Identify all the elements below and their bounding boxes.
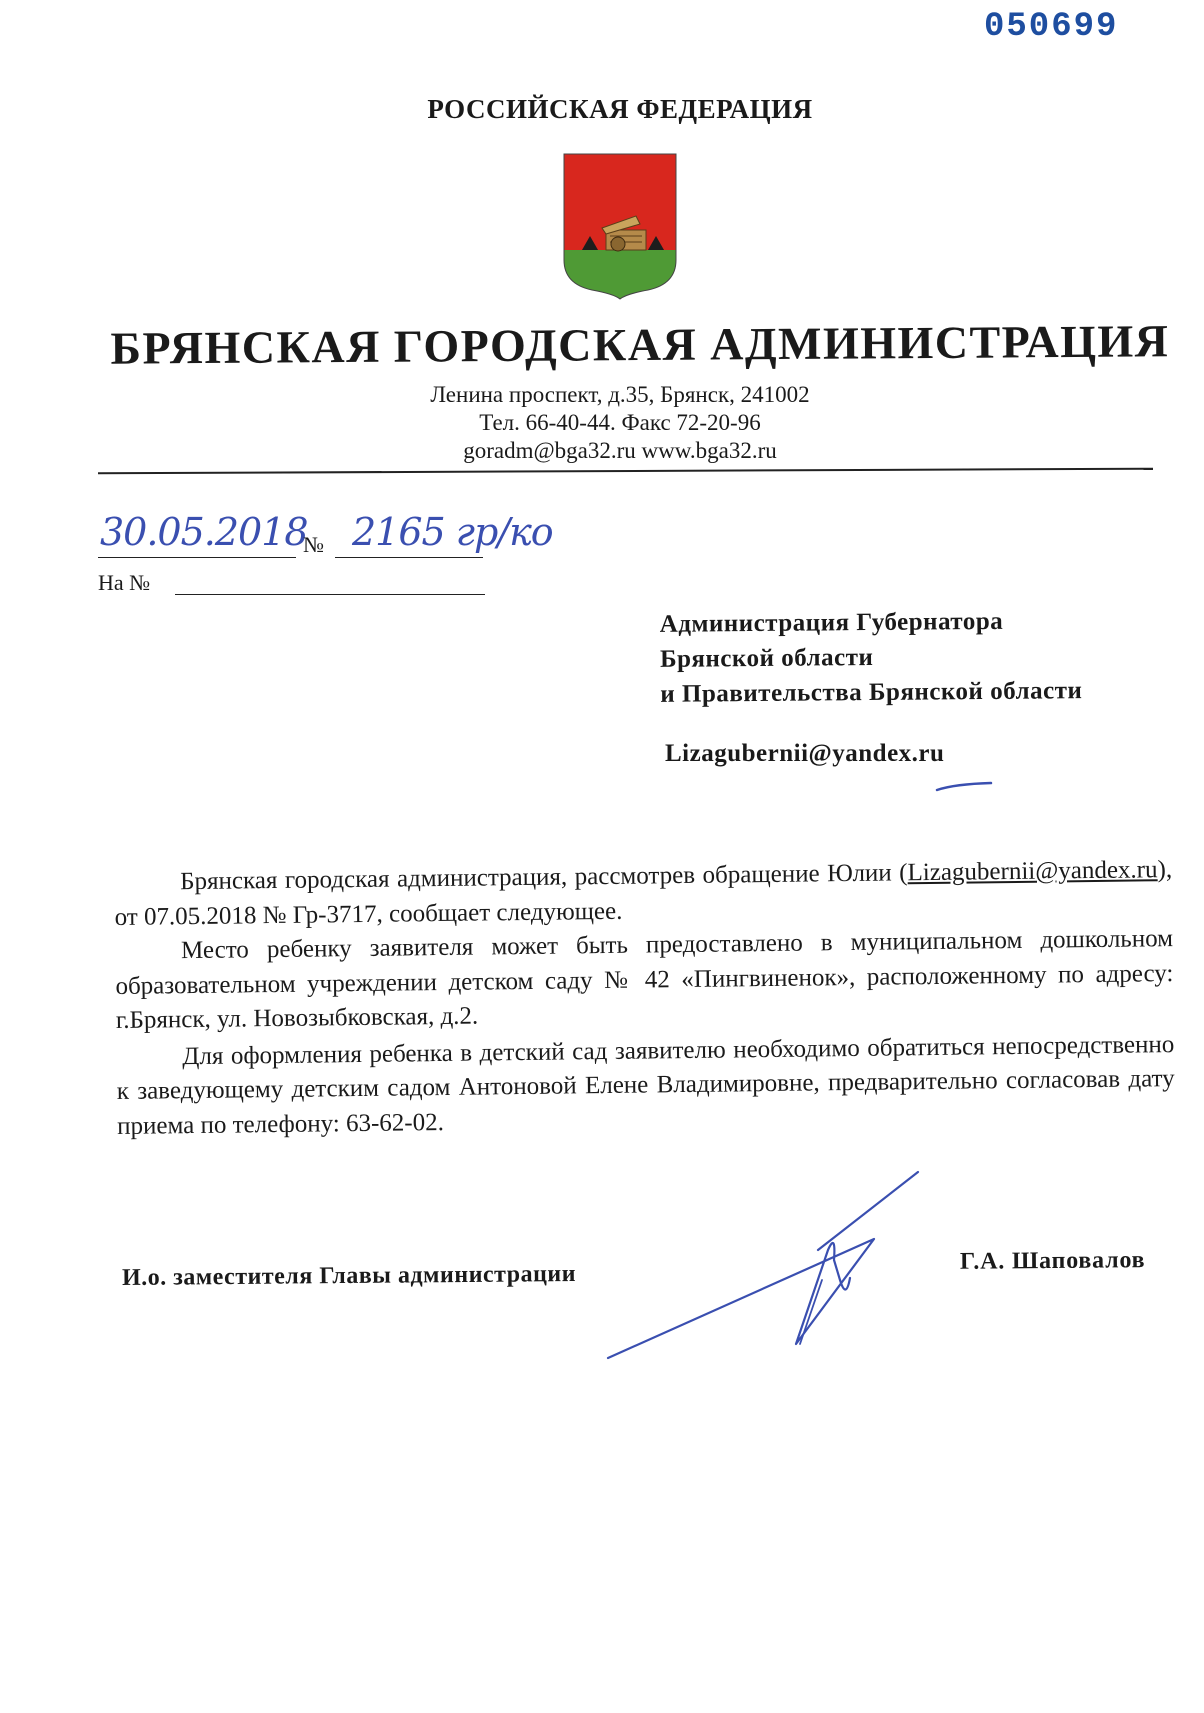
recipient-line-2: Брянской области — [659, 643, 874, 673]
body-p1-end: ), от 07.05.2018 № Гр-3717, сообщает следующее. — [114, 856, 1173, 931]
phone-fax-line: Тел. 66-40-44. Факс 72-20-96 — [479, 410, 761, 435]
recipient-email: Lizagubernii@yandex.ru — [665, 740, 945, 767]
signatory-name: Г.А. Шаповалов — [959, 1247, 1146, 1275]
letter-body — [114, 853, 1175, 1144]
organization-title: БРЯНСКАЯ ГОРОДСКАЯ АДМИНИСТРАЦИЯ — [110, 315, 1170, 374]
signatory-role: И.о. заместителя Главы администрации — [121, 1261, 577, 1291]
number-label: № — [303, 532, 324, 557]
country-heading: РОССИЙСКАЯ ФЕДЕРАЦИЯ — [427, 94, 813, 124]
recipient-line-1: Администрация Губернатора — [659, 607, 1004, 638]
coat-of-arms-icon — [562, 152, 678, 300]
document-stamp-number: 050699 — [984, 8, 1119, 46]
address-line: Ленина проспект, д.35, Брянск, 241002 — [430, 382, 810, 407]
registration-number: 2165 гр/ко — [352, 510, 553, 554]
body-p1-start: Брянская городская администрация, рассмотрев обращение Юлии ( — [180, 859, 908, 896]
header-divider — [98, 468, 1153, 475]
reply-to-label: На № — [98, 570, 151, 595]
handwritten-mark — [935, 780, 995, 794]
reply-number-underline — [175, 594, 485, 595]
recipient-line-3: и Правительства Брянской области — [660, 677, 1083, 708]
registration-date: 30.05.2018 — [100, 510, 308, 554]
contacts-line: goradm@bga32.ru www.bga32.ru — [463, 438, 777, 463]
recipient-block — [660, 603, 1083, 712]
number-underline — [335, 557, 483, 558]
body-paragraph-1 — [114, 853, 1173, 935]
handwritten-signature — [600, 1160, 930, 1360]
date-underline — [98, 557, 296, 558]
body-email-link[interactable]: Lizagubernii@yandex.ru — [907, 856, 1158, 887]
body-paragraph-2: Место ребенку заявителя может быть предоставлено в муниципальном дошкольном образовательном учреждении детском саду № 42 «Пингвиненок», расположенному по адресу: г.Брянск, ул. Новозыбковская, д.2. — [115, 925, 1174, 1034]
body-paragraph-3: Для оформления ребенка в детский сад заявителю необходимо обратиться непосредственно к заведующему детским садом Антоновой Елене Владимировне, предварительно согласовав дату приема по телефону: 63-62-02. — [116, 1030, 1175, 1140]
